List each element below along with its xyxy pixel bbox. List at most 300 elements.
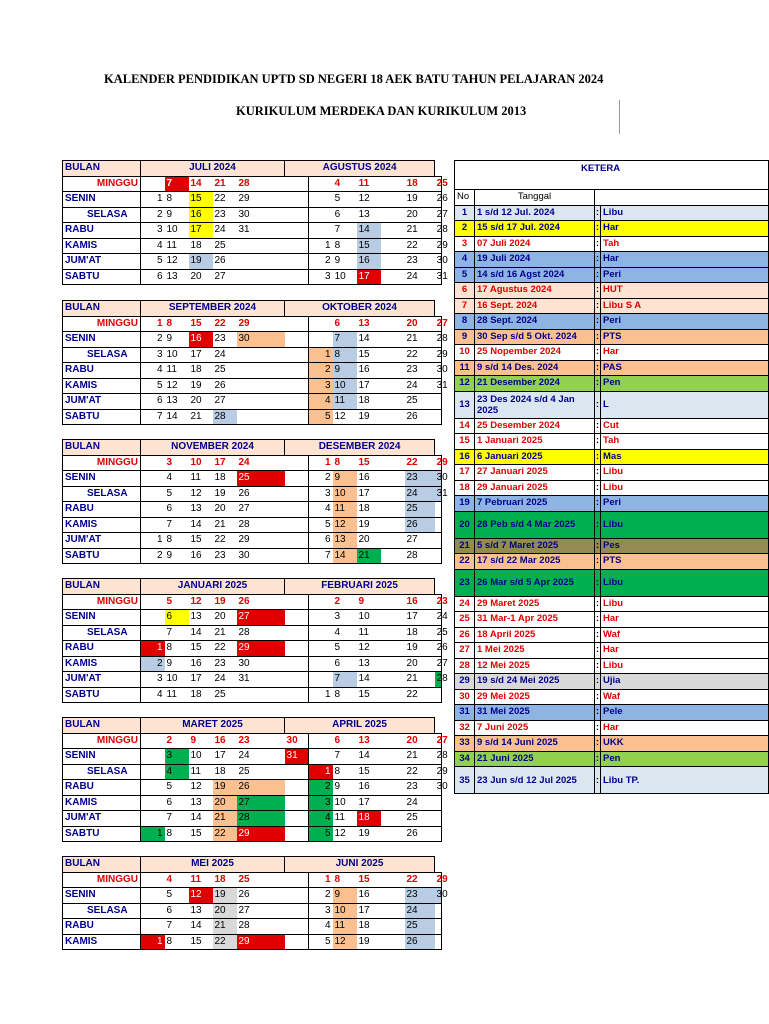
date-cell: 25 bbox=[237, 872, 285, 888]
date-cell: 19 bbox=[189, 254, 213, 270]
date-cell: 22 bbox=[213, 826, 237, 842]
date-cell: 16 bbox=[357, 888, 381, 904]
date-cell: 26 bbox=[237, 594, 285, 610]
date-cell: 17 bbox=[213, 749, 237, 765]
date-cell: 18 bbox=[405, 625, 435, 641]
legend-sep: : bbox=[595, 496, 601, 512]
date-cell: 22 bbox=[405, 455, 435, 471]
date-cell: 28 bbox=[237, 811, 285, 827]
date-cell: 24 bbox=[213, 672, 237, 688]
date-cell: 26 bbox=[237, 780, 285, 796]
date-cell: 27 bbox=[405, 533, 435, 549]
date-cell: 16 bbox=[357, 363, 381, 379]
date-cell bbox=[381, 471, 405, 487]
date-cell: 1 bbox=[141, 192, 165, 208]
date-cell: 13 bbox=[357, 316, 381, 332]
legend-sep: : bbox=[595, 554, 601, 570]
date-cell bbox=[141, 471, 165, 487]
date-cell: 12 bbox=[189, 486, 213, 502]
legend-no: 30 bbox=[455, 689, 475, 705]
legend-row bbox=[455, 554, 769, 570]
legend-desc: Pen bbox=[601, 751, 769, 767]
date-cell: 29 bbox=[435, 872, 442, 888]
date-cell bbox=[309, 672, 333, 688]
date-cell: 10 bbox=[333, 486, 357, 502]
date-cell bbox=[381, 363, 405, 379]
date-cell: 6 bbox=[165, 795, 189, 811]
legend-date: 07 Juli 2024 bbox=[475, 236, 595, 252]
date-cell: 11 bbox=[165, 687, 189, 703]
date-cell bbox=[381, 192, 405, 208]
date-cell: 16 bbox=[213, 733, 237, 749]
date-cell bbox=[237, 687, 285, 703]
date-cell: 30 bbox=[285, 733, 309, 749]
legend-date: 9 s/d 14 Juni 2025 bbox=[475, 736, 595, 752]
date-cell: 11 bbox=[189, 764, 213, 780]
date-cell: 22 bbox=[405, 764, 435, 780]
date-cell: 23 bbox=[213, 207, 237, 223]
date-cell bbox=[285, 872, 309, 888]
legend-desc: PTS bbox=[601, 329, 769, 345]
date-cell: 28 bbox=[405, 548, 435, 564]
bulan-label: BULAN bbox=[63, 718, 141, 734]
legend-row bbox=[455, 298, 769, 314]
legend-table bbox=[454, 160, 768, 794]
date-cell: 20 bbox=[405, 207, 435, 223]
legend-row bbox=[455, 236, 769, 252]
legend-no: 18 bbox=[455, 480, 475, 496]
date-cell: 28 bbox=[213, 409, 237, 425]
date-cell bbox=[141, 749, 165, 765]
date-cell bbox=[381, 656, 405, 672]
date-cell: 7 bbox=[333, 223, 357, 239]
date-cell bbox=[381, 223, 405, 239]
date-cell bbox=[381, 269, 405, 285]
date-cell: 6 bbox=[333, 656, 357, 672]
legend-row bbox=[455, 376, 769, 392]
date-cell: 25 bbox=[213, 687, 237, 703]
date-cell: 8 bbox=[165, 316, 189, 332]
date-cell: 3 bbox=[309, 795, 333, 811]
date-cell: 9 bbox=[333, 363, 357, 379]
date-cell bbox=[381, 795, 405, 811]
date-cell: 4 bbox=[309, 811, 333, 827]
legend-sep: : bbox=[595, 674, 601, 690]
date-cell bbox=[381, 394, 405, 410]
date-cell: 19 bbox=[213, 486, 237, 502]
date-cell: 3 bbox=[165, 455, 189, 471]
date-cell: 28 bbox=[237, 517, 285, 533]
date-cell: 6 bbox=[333, 733, 357, 749]
date-cell: 4 bbox=[309, 502, 333, 518]
date-cell: 6 bbox=[165, 903, 189, 919]
legend-row bbox=[455, 329, 769, 345]
legend-sep: : bbox=[595, 267, 601, 283]
legend-sep: : bbox=[595, 283, 601, 299]
legend-date: 25 Desember 2024 bbox=[475, 418, 595, 434]
legend-row bbox=[455, 496, 769, 512]
date-cell: 11 bbox=[357, 625, 381, 641]
date-cell bbox=[285, 502, 309, 518]
date-cell: 21 bbox=[405, 332, 435, 348]
date-cell bbox=[237, 378, 285, 394]
date-cell: 20 bbox=[189, 269, 213, 285]
legend-date: 18 April 2025 bbox=[475, 627, 595, 643]
col-tanggal-header: Tanggal bbox=[475, 190, 595, 206]
legend-no: 12 bbox=[455, 376, 475, 392]
date-cell: 18 bbox=[405, 176, 435, 192]
date-cell bbox=[381, 254, 405, 270]
date-cell: 29 bbox=[435, 764, 442, 780]
date-cell: 3 bbox=[309, 269, 333, 285]
legend-date: 27 Januari 2025 bbox=[475, 465, 595, 481]
date-cell: 23 bbox=[213, 548, 237, 564]
date-cell: 15 bbox=[189, 316, 213, 332]
date-cell: 13 bbox=[357, 207, 381, 223]
date-cell bbox=[285, 903, 309, 919]
legend-desc: Har bbox=[601, 612, 769, 628]
date-cell: 23 bbox=[213, 656, 237, 672]
date-cell: 22 bbox=[405, 872, 435, 888]
day-label-minggu: MINGGU bbox=[63, 316, 141, 332]
date-cell: 24 bbox=[405, 486, 435, 502]
date-cell bbox=[141, 176, 165, 192]
legend-sep: : bbox=[595, 751, 601, 767]
date-cell: 29 bbox=[237, 826, 285, 842]
date-cell bbox=[285, 826, 309, 842]
legend-no: 24 bbox=[455, 596, 475, 612]
date-cell bbox=[285, 269, 309, 285]
date-cell bbox=[285, 687, 309, 703]
date-cell: 19 bbox=[213, 594, 237, 610]
date-cell: 1 bbox=[309, 872, 333, 888]
date-cell: 31 bbox=[435, 486, 442, 502]
date-cell: 13 bbox=[333, 533, 357, 549]
legend-no: 31 bbox=[455, 705, 475, 721]
date-cell: 16 bbox=[189, 548, 213, 564]
date-cell: 17 bbox=[357, 378, 381, 394]
legend-no: 27 bbox=[455, 643, 475, 659]
date-cell: 23 bbox=[405, 471, 435, 487]
legend-sep: : bbox=[595, 511, 601, 538]
date-cell bbox=[309, 192, 333, 208]
date-cell: 10 bbox=[333, 269, 357, 285]
date-cell bbox=[381, 610, 405, 626]
date-cell bbox=[435, 394, 442, 410]
date-cell: 5 bbox=[309, 517, 333, 533]
date-cell: 27 bbox=[213, 269, 237, 285]
page-subtitle: KURIKULUM MERDEKA DAN KURIKULUM 2013 bbox=[236, 104, 527, 118]
date-cell: 13 bbox=[189, 795, 213, 811]
legend-desc: Libu bbox=[601, 596, 769, 612]
date-cell bbox=[381, 919, 405, 935]
date-cell: 1 bbox=[309, 238, 333, 254]
legend-date: 21 Desember 2024 bbox=[475, 376, 595, 392]
date-cell: 14 bbox=[357, 672, 381, 688]
date-cell: 28 bbox=[237, 176, 285, 192]
date-cell: 30 bbox=[435, 471, 442, 487]
date-cell bbox=[141, 594, 165, 610]
date-cell bbox=[237, 409, 285, 425]
date-cell: 2 bbox=[309, 471, 333, 487]
legend-desc: Peri bbox=[601, 267, 769, 283]
date-cell: 29 bbox=[237, 316, 285, 332]
date-cell: 30 bbox=[237, 332, 285, 348]
date-cell: 4 bbox=[165, 872, 189, 888]
legend-desc: Libu TP. bbox=[601, 767, 769, 794]
date-cell bbox=[381, 934, 405, 950]
date-cell: 23 bbox=[213, 332, 237, 348]
day-label-senin: SENIN bbox=[63, 749, 141, 765]
date-cell: 2 bbox=[309, 363, 333, 379]
bulan-label: BULAN bbox=[63, 579, 141, 595]
legend-sep: : bbox=[595, 205, 601, 221]
date-cell: 22 bbox=[405, 687, 435, 703]
date-cell: 23 bbox=[405, 780, 435, 796]
date-cell: 23 bbox=[405, 254, 435, 270]
date-cell: 27 bbox=[435, 316, 442, 332]
date-cell: 26 bbox=[405, 517, 435, 533]
legend-no: 23 bbox=[455, 569, 475, 596]
date-cell: 3 bbox=[141, 672, 165, 688]
legend-desc: Tah bbox=[601, 236, 769, 252]
legend-date: 19 Juli 2024 bbox=[475, 252, 595, 268]
date-cell: 26 bbox=[237, 888, 285, 904]
legend-sep: : bbox=[595, 658, 601, 674]
date-cell: 13 bbox=[189, 903, 213, 919]
date-cell: 27 bbox=[237, 903, 285, 919]
day-label-senin: SENIN bbox=[63, 471, 141, 487]
legend-sep: : bbox=[595, 252, 601, 268]
date-cell: 6 bbox=[141, 269, 165, 285]
date-cell: 14 bbox=[333, 548, 357, 564]
date-cell: 2 bbox=[165, 733, 189, 749]
month-name: FEBRUARI 2025 bbox=[285, 579, 435, 595]
legend-desc: Libu bbox=[601, 480, 769, 496]
date-cell: 5 bbox=[165, 780, 189, 796]
date-cell bbox=[285, 486, 309, 502]
date-cell: 13 bbox=[357, 656, 381, 672]
date-cell: 31 bbox=[285, 749, 309, 765]
date-cell: 12 bbox=[189, 888, 213, 904]
date-cell: 27 bbox=[237, 610, 285, 626]
bulan-label: BULAN bbox=[63, 161, 141, 177]
date-cell: 23 bbox=[405, 363, 435, 379]
date-cell: 2 bbox=[141, 332, 165, 348]
date-cell: 19 bbox=[357, 517, 381, 533]
date-cell: 12 bbox=[357, 641, 381, 657]
date-cell: 24 bbox=[237, 749, 285, 765]
day-label-kamis: KAMIS bbox=[63, 795, 141, 811]
date-cell: 27 bbox=[435, 207, 442, 223]
date-cell: 19 bbox=[357, 409, 381, 425]
day-label-selasa: SELASA bbox=[63, 486, 141, 502]
legend-row bbox=[455, 627, 769, 643]
date-cell: 20 bbox=[405, 316, 435, 332]
date-cell bbox=[381, 625, 405, 641]
legend-date: 9 s/d 14 Des. 2024 bbox=[475, 360, 595, 376]
day-label-sabtu: SABTU bbox=[63, 409, 141, 425]
date-cell: 23 bbox=[435, 594, 442, 610]
day-label-kamis: KAMIS bbox=[63, 656, 141, 672]
date-cell: 30 bbox=[237, 656, 285, 672]
date-cell bbox=[381, 888, 405, 904]
date-cell: 22 bbox=[213, 934, 237, 950]
date-cell bbox=[141, 795, 165, 811]
date-cell: 8 bbox=[165, 641, 189, 657]
legend-sep: : bbox=[595, 596, 601, 612]
date-cell bbox=[285, 919, 309, 935]
legend-date: 14 s/d 16 Agst 2024 bbox=[475, 267, 595, 283]
legend-row bbox=[455, 391, 769, 418]
date-cell: 21 bbox=[213, 517, 237, 533]
date-cell: 6 bbox=[333, 207, 357, 223]
date-cell: 3 bbox=[309, 903, 333, 919]
date-cell: 7 bbox=[309, 548, 333, 564]
month-block bbox=[62, 160, 448, 285]
date-cell: 27 bbox=[435, 733, 442, 749]
date-cell: 5 bbox=[309, 826, 333, 842]
date-cell: 16 bbox=[357, 254, 381, 270]
date-cell: 14 bbox=[189, 625, 213, 641]
legend-no: 20 bbox=[455, 511, 475, 538]
legend-sep: : bbox=[595, 720, 601, 736]
date-cell: 2 bbox=[141, 548, 165, 564]
date-cell bbox=[285, 780, 309, 796]
date-cell: 22 bbox=[405, 347, 435, 363]
legend-date: 23 Jun s/d 12 Jul 2025 bbox=[475, 767, 595, 794]
date-cell: 9 bbox=[357, 594, 381, 610]
date-cell bbox=[237, 347, 285, 363]
legend-date: 6 Januari 2025 bbox=[475, 449, 595, 465]
date-cell: 3 bbox=[333, 610, 357, 626]
date-cell: 15 bbox=[189, 192, 213, 208]
date-cell: 30 bbox=[435, 254, 442, 270]
date-cell: 4 bbox=[165, 471, 189, 487]
date-cell: 18 bbox=[357, 394, 381, 410]
legend-no: 19 bbox=[455, 496, 475, 512]
legend-row bbox=[455, 314, 769, 330]
date-cell bbox=[141, 919, 165, 935]
date-cell: 27 bbox=[435, 656, 442, 672]
day-label-rabu: RABU bbox=[63, 780, 141, 796]
legend-desc: Libu S A bbox=[601, 298, 769, 314]
legend-date: 23 Des 2024 s/d 4 Jan 2025 bbox=[475, 391, 595, 418]
date-cell: 22 bbox=[213, 533, 237, 549]
date-cell: 17 bbox=[405, 610, 435, 626]
legend-row bbox=[455, 612, 769, 628]
date-cell bbox=[381, 749, 405, 765]
day-label-sabtu: SABTU bbox=[63, 826, 141, 842]
date-cell: 11 bbox=[189, 872, 213, 888]
month-name: AGUSTUS 2024 bbox=[285, 161, 435, 177]
date-cell: 26 bbox=[435, 641, 442, 657]
date-cell: 12 bbox=[189, 780, 213, 796]
date-cell bbox=[285, 192, 309, 208]
date-cell: 1 bbox=[141, 934, 165, 950]
legend-no: 13 bbox=[455, 391, 475, 418]
date-cell: 24 bbox=[405, 903, 435, 919]
date-cell: 18 bbox=[189, 238, 213, 254]
date-cell: 21 bbox=[213, 625, 237, 641]
day-label-kamis: KAMIS bbox=[63, 934, 141, 950]
date-cell bbox=[381, 176, 405, 192]
date-cell bbox=[435, 811, 442, 827]
legend-sep: : bbox=[595, 298, 601, 314]
date-cell: 29 bbox=[435, 347, 442, 363]
date-cell: 29 bbox=[237, 192, 285, 208]
legend-date: 29 Maret 2025 bbox=[475, 596, 595, 612]
date-cell: 18 bbox=[213, 471, 237, 487]
date-cell: 18 bbox=[357, 811, 381, 827]
date-cell: 8 bbox=[333, 238, 357, 254]
date-cell: 11 bbox=[189, 471, 213, 487]
date-cell: 19 bbox=[405, 192, 435, 208]
date-cell bbox=[309, 733, 333, 749]
date-cell: 6 bbox=[141, 394, 165, 410]
date-cell bbox=[381, 780, 405, 796]
date-cell: 15 bbox=[189, 826, 213, 842]
legend-date: 28 Sept. 2024 bbox=[475, 314, 595, 330]
date-cell: 21 bbox=[405, 672, 435, 688]
date-cell bbox=[285, 347, 309, 363]
day-label-selasa: SELASA bbox=[63, 903, 141, 919]
date-cell: 13 bbox=[165, 269, 189, 285]
date-cell bbox=[237, 363, 285, 379]
date-cell bbox=[285, 409, 309, 425]
legend-desc: Cut bbox=[601, 418, 769, 434]
date-cell bbox=[435, 409, 442, 425]
day-label-minggu: MINGGU bbox=[63, 594, 141, 610]
date-cell bbox=[435, 826, 442, 842]
date-cell: 4 bbox=[165, 764, 189, 780]
date-cell bbox=[309, 610, 333, 626]
date-cell: 9 bbox=[333, 254, 357, 270]
date-cell: 26 bbox=[237, 486, 285, 502]
day-label-minggu: MINGGU bbox=[63, 872, 141, 888]
legend-sep: : bbox=[595, 627, 601, 643]
date-cell bbox=[285, 594, 309, 610]
day-label-minggu: MINGGU bbox=[63, 733, 141, 749]
date-cell bbox=[381, 826, 405, 842]
legend-no: 9 bbox=[455, 329, 475, 345]
month-name: DESEMBER 2024 bbox=[285, 440, 435, 456]
date-cell: 25 bbox=[405, 502, 435, 518]
date-cell: 16 bbox=[189, 332, 213, 348]
date-cell: 4 bbox=[333, 625, 357, 641]
date-cell: 31 bbox=[237, 223, 285, 239]
legend-row bbox=[455, 643, 769, 659]
day-label-selasa: SELASA bbox=[63, 764, 141, 780]
date-cell: 24 bbox=[213, 223, 237, 239]
date-cell bbox=[381, 455, 405, 471]
date-cell: 19 bbox=[357, 826, 381, 842]
date-cell: 14 bbox=[165, 409, 189, 425]
date-cell bbox=[381, 687, 405, 703]
page-title: KALENDER PENDIDIKAN UPTD SD NEGERI 18 AEK BATU TAHUN PELAJARAN 2024 bbox=[104, 72, 604, 86]
day-label-sabtu: SABTU bbox=[63, 548, 141, 564]
date-cell: 24 bbox=[237, 455, 285, 471]
date-cell: 30 bbox=[435, 780, 442, 796]
date-cell: 28 bbox=[237, 625, 285, 641]
date-cell: 6 bbox=[333, 316, 357, 332]
date-cell: 8 bbox=[165, 934, 189, 950]
date-cell: 4 bbox=[141, 687, 165, 703]
date-cell bbox=[285, 254, 309, 270]
day-label-sabtu: SABTU bbox=[63, 687, 141, 703]
date-cell: 18 bbox=[213, 764, 237, 780]
legend-date: 21 Juni 2025 bbox=[475, 751, 595, 767]
